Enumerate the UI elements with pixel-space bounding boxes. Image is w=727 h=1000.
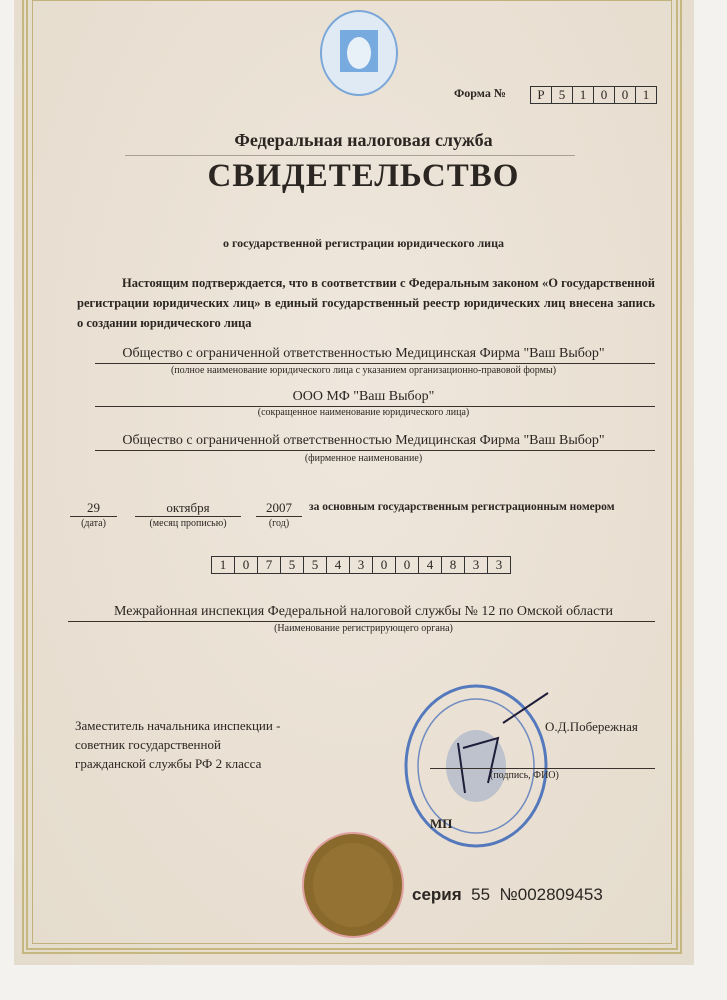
day-line bbox=[70, 516, 117, 517]
ogrn-number bbox=[211, 556, 511, 574]
hologram-seal-icon bbox=[300, 830, 406, 940]
digit-box: 7 bbox=[258, 557, 281, 573]
position-line: гражданской службы РФ 2 класса bbox=[75, 756, 262, 771]
digit-box: 5 bbox=[281, 557, 304, 573]
authority-line bbox=[68, 621, 655, 622]
digit-box: 3 bbox=[465, 557, 488, 573]
firm-name: Общество с ограниченной ответственностью Медицинская Фирма "Ваш Выбор" bbox=[122, 433, 605, 448]
digit-box: 0 bbox=[235, 557, 258, 573]
document-title: СВИДЕТЕЛЬСТВО bbox=[207, 158, 520, 194]
signature-caption: (подпись, ФИО) bbox=[490, 770, 559, 781]
digit-box: 1 bbox=[642, 87, 650, 102]
digit-box: 0 bbox=[594, 87, 615, 103]
full-name-caption: (полное наименование юридического лица с указанием организационно-правовой формы) bbox=[170, 365, 557, 376]
digit-box: 1 bbox=[573, 87, 594, 103]
seal-place: МП bbox=[430, 816, 453, 831]
serial-label: серия bbox=[412, 885, 462, 904]
digit-box: 3 bbox=[350, 557, 373, 573]
digit-box: 4 bbox=[419, 557, 442, 573]
firm-name-line bbox=[95, 450, 655, 451]
month-caption: (месяц прописью) bbox=[149, 518, 227, 529]
fns-emblem-icon bbox=[318, 8, 400, 98]
signature-line bbox=[430, 768, 655, 769]
agency-name: Федеральная налоговая служба bbox=[234, 130, 493, 150]
intro-paragraph: Настоящим подтверждается, что в соответствии с Федеральным законом «О государственной регистрации юридических лиц» в единый государственный реестр юридических лиц внесена запись о создании юридического лица bbox=[77, 276, 655, 330]
day-caption: (дата) bbox=[81, 518, 106, 529]
digit-box: 3 bbox=[495, 557, 503, 572]
digit-box: 8 bbox=[442, 557, 465, 573]
month-line bbox=[135, 516, 241, 517]
year-caption: (год) bbox=[268, 518, 290, 529]
document-subtitle: о государственной регистрации юридического лица bbox=[223, 236, 504, 250]
date-year: 2007 bbox=[266, 500, 292, 515]
digit-box: 0 bbox=[373, 557, 396, 573]
ogrn-label: за основным государственным регистрационным номером bbox=[309, 501, 615, 513]
short-name-caption: (сокращенное наименование юридического лица) bbox=[257, 407, 470, 418]
authority-caption: (Наименование регистрирующего органа) bbox=[274, 623, 453, 634]
digit-box: 1 bbox=[212, 557, 235, 573]
date-day: 29 bbox=[87, 500, 100, 515]
position-line: советник государственной bbox=[75, 737, 221, 752]
short-name: ООО МФ "Ваш Выбор" bbox=[292, 389, 435, 404]
date-month: октября bbox=[166, 500, 210, 515]
firm-name-caption: (фирменное наименование) bbox=[304, 453, 423, 464]
serial-number bbox=[412, 885, 603, 905]
signatory-position bbox=[75, 716, 280, 773]
full-name-line bbox=[95, 363, 655, 364]
digit-box: 4 bbox=[327, 557, 350, 573]
year-line bbox=[256, 516, 302, 517]
digit-box: 0 bbox=[615, 87, 636, 103]
authority-name: Межрайонная инспекция Федеральной налоговой службы № 12 по Омской области bbox=[114, 604, 613, 619]
digit-box: 0 bbox=[396, 557, 419, 573]
form-label: Форма № bbox=[454, 86, 506, 100]
serial-no: №002809453 bbox=[499, 885, 603, 904]
serial-series: 55 bbox=[471, 885, 491, 904]
digit-box: Р bbox=[531, 87, 552, 103]
signatory-name: О.Д.Побережная bbox=[545, 719, 638, 734]
full-name: Общество с ограниченной ответственностью Медицинская Фирма "Ваш Выбор" bbox=[122, 346, 605, 361]
digit-box: 5 bbox=[552, 87, 573, 103]
digit-box: 5 bbox=[304, 557, 327, 573]
form-code bbox=[530, 86, 657, 104]
divider bbox=[125, 155, 575, 156]
position-line: Заместитель начальника инспекции - bbox=[75, 718, 281, 733]
